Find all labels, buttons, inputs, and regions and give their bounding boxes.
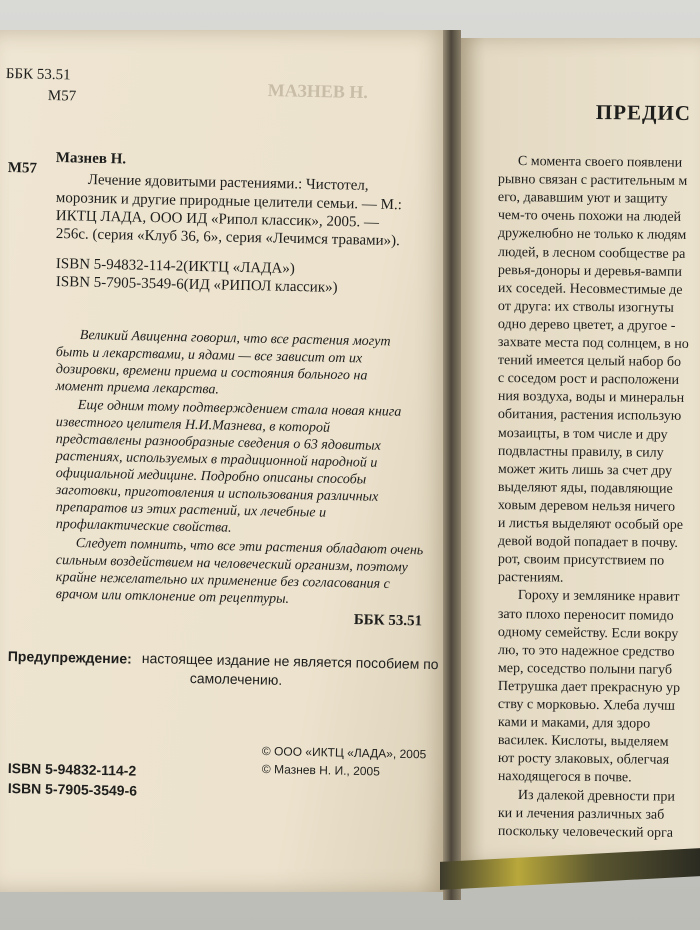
author-code-top: М57 (47, 88, 77, 105)
right-page-line: ству с морковью. Хлеба лучш (497, 697, 676, 714)
warning-text: самолечению. (189, 670, 283, 688)
right-page-line: Гороху и землянике нравит (517, 588, 680, 606)
right-page-line: Петрушка дает прекрасную ур (497, 678, 681, 696)
right-page-line: ками и маками, для здоро (497, 715, 651, 732)
right-page-line: Из далекой древности при (517, 787, 675, 805)
biblio-line: морозник и другие природные целители семьи. — М.: (55, 190, 403, 214)
right-page-line: зато плохо переносит помидо (497, 606, 674, 624)
abstract-line: представлены разнообразные сведения о 63 ядовитых (55, 432, 381, 454)
abstract-line: заготовки, приготовления и использования различных (55, 483, 379, 505)
right-page-line: находящегося в почве. (497, 769, 632, 786)
abstract-line: растениях, используемых в традиционной народной и (55, 449, 378, 471)
right-page-line: одному семейству. Если вокру (497, 624, 679, 642)
right-page-line: ния воздуха, воды и минеральн (497, 389, 685, 407)
abstract-line: Следует помнить, что все эти растения обладают очень (75, 536, 424, 559)
right-page-line: ревья-доноры и деревья-вампи (497, 262, 682, 280)
right-page-line: ют росту злаковых, облегчая (497, 751, 670, 769)
copyright-line: © Мазнев Н. И., 2005 (261, 762, 380, 779)
isbn-line: ISBN 5-7905-3549-6(ИД «РИПОЛ классик») (55, 274, 338, 296)
right-page-line: выделяют яды, подавляющие (497, 479, 673, 497)
show-through-header: МАЗНЕВ Н. (267, 80, 369, 103)
bbk-code-bottom: ББК 53.51 (353, 612, 423, 630)
biblio-line: ИКТЦ ЛАДА, ООО ИД «Рипол классик», 2005. — (55, 208, 380, 231)
right-page-line: с соседом рост и расположени (497, 371, 680, 389)
right-page-line: рывно связан с растительным м (497, 172, 688, 190)
right-page-line: их соседей. Несовместимые де (497, 280, 683, 298)
right-page-line: рот, своим присутствием по (497, 552, 665, 569)
chapter-heading: ПРЕДИС (595, 100, 692, 125)
right-page-line: обитания, растения использую (497, 407, 682, 425)
right-page-line: ховым деревом нельзя ничего (497, 497, 676, 515)
bbk-code-top: ББК 53.51 (5, 66, 71, 84)
abstract-line: препаратов из этих растений, их лечебные и (55, 500, 327, 521)
right-page-line: чем-то очень похожи на людей (497, 208, 682, 226)
abstract-line: Еще одним тому подтверждением стала новая книга (77, 398, 402, 420)
abstract-line: сильным воздействием на человеческий организм, поэтому (55, 553, 408, 576)
right-page-line: от друга: их стволы изогнуты (497, 298, 674, 316)
right-page-line: мер, соседство полыни пагуб (497, 660, 673, 678)
warning-label: Предупреждение: (7, 648, 132, 667)
right-page-line: ки и лечения различных заб (497, 805, 665, 823)
author-name: Мазнев Н. (55, 150, 127, 168)
right-page-line: людей, в лесном сообществе ра (497, 244, 686, 262)
abstract-line: дозировки, времени приема и состояния больного на (55, 362, 368, 384)
isbn-line: ISBN 5-94832-114-2(ИКТЦ «ЛАДА») (55, 256, 295, 278)
copyright-line: © ООО «ИКТЦ «ЛАДА», 2005 (261, 744, 427, 762)
book-gutter (443, 30, 461, 900)
right-page-line: и листья выделяют особый оре (497, 516, 684, 533)
right-page-line: захвате места под солнцем, в но (497, 335, 689, 352)
abstract-line: Великий Авиценна говорил, что все растения могут (79, 328, 391, 350)
right-page-line: василек. Кислоты, выделяем (497, 733, 669, 750)
isbn-bottom: ISBN 5-7905-3549-6 (7, 780, 138, 799)
right-page-line: дружелюбно не только к людям (497, 226, 687, 244)
abstract-line: известного целителя Н.И.Мазнева, в которой (55, 415, 331, 436)
abstract-line: врачом или отклонение от рецептуры. (55, 587, 290, 607)
author-code-margin: М57 (7, 160, 38, 177)
right-page-line: одно дерево цветет, а другое - (497, 316, 676, 334)
right-page-line: девой водой попадает в почву. (497, 534, 678, 551)
right-page-line: может жить лишь за счет дру (497, 461, 673, 479)
right-page-line: поскольку человеческий орга (497, 823, 674, 841)
isbn-bottom: ISBN 5-94832-114-2 (7, 760, 137, 779)
right-page-line: тений имеется целый набор бо (497, 353, 682, 371)
biblio-line: 256с. (серия «Клуб 36, 6», серия «Лечимся травами»). (55, 226, 401, 250)
right-page-line: мозаицты, в том числе и дру (497, 425, 668, 443)
abstract-line: крайне нежелательно их применение без согласования с (55, 570, 390, 592)
abstract-line: быть и лекарствами, и ядами — все зависит от их (55, 345, 363, 367)
right-page-line: С момента своего появлени (517, 154, 683, 171)
right-page-line: подвластны правилу, в силу (497, 443, 664, 461)
abstract-line: профилактические свойства. (55, 517, 232, 536)
right-page-line: лю, то это надежное средство (497, 642, 675, 660)
right-page-line: растениям. (497, 570, 564, 586)
right-page-line: его, дававшим уют и защиту (497, 190, 668, 207)
warning-text: настоящее издание не является пособием по (141, 650, 439, 673)
biblio-line: Лечение ядовитыми растениями.: Чистотел, (87, 172, 369, 194)
abstract-line: момент приема лекарства. (55, 379, 220, 398)
abstract-line: официальной медицине. Подробно описаны способы (55, 466, 367, 488)
